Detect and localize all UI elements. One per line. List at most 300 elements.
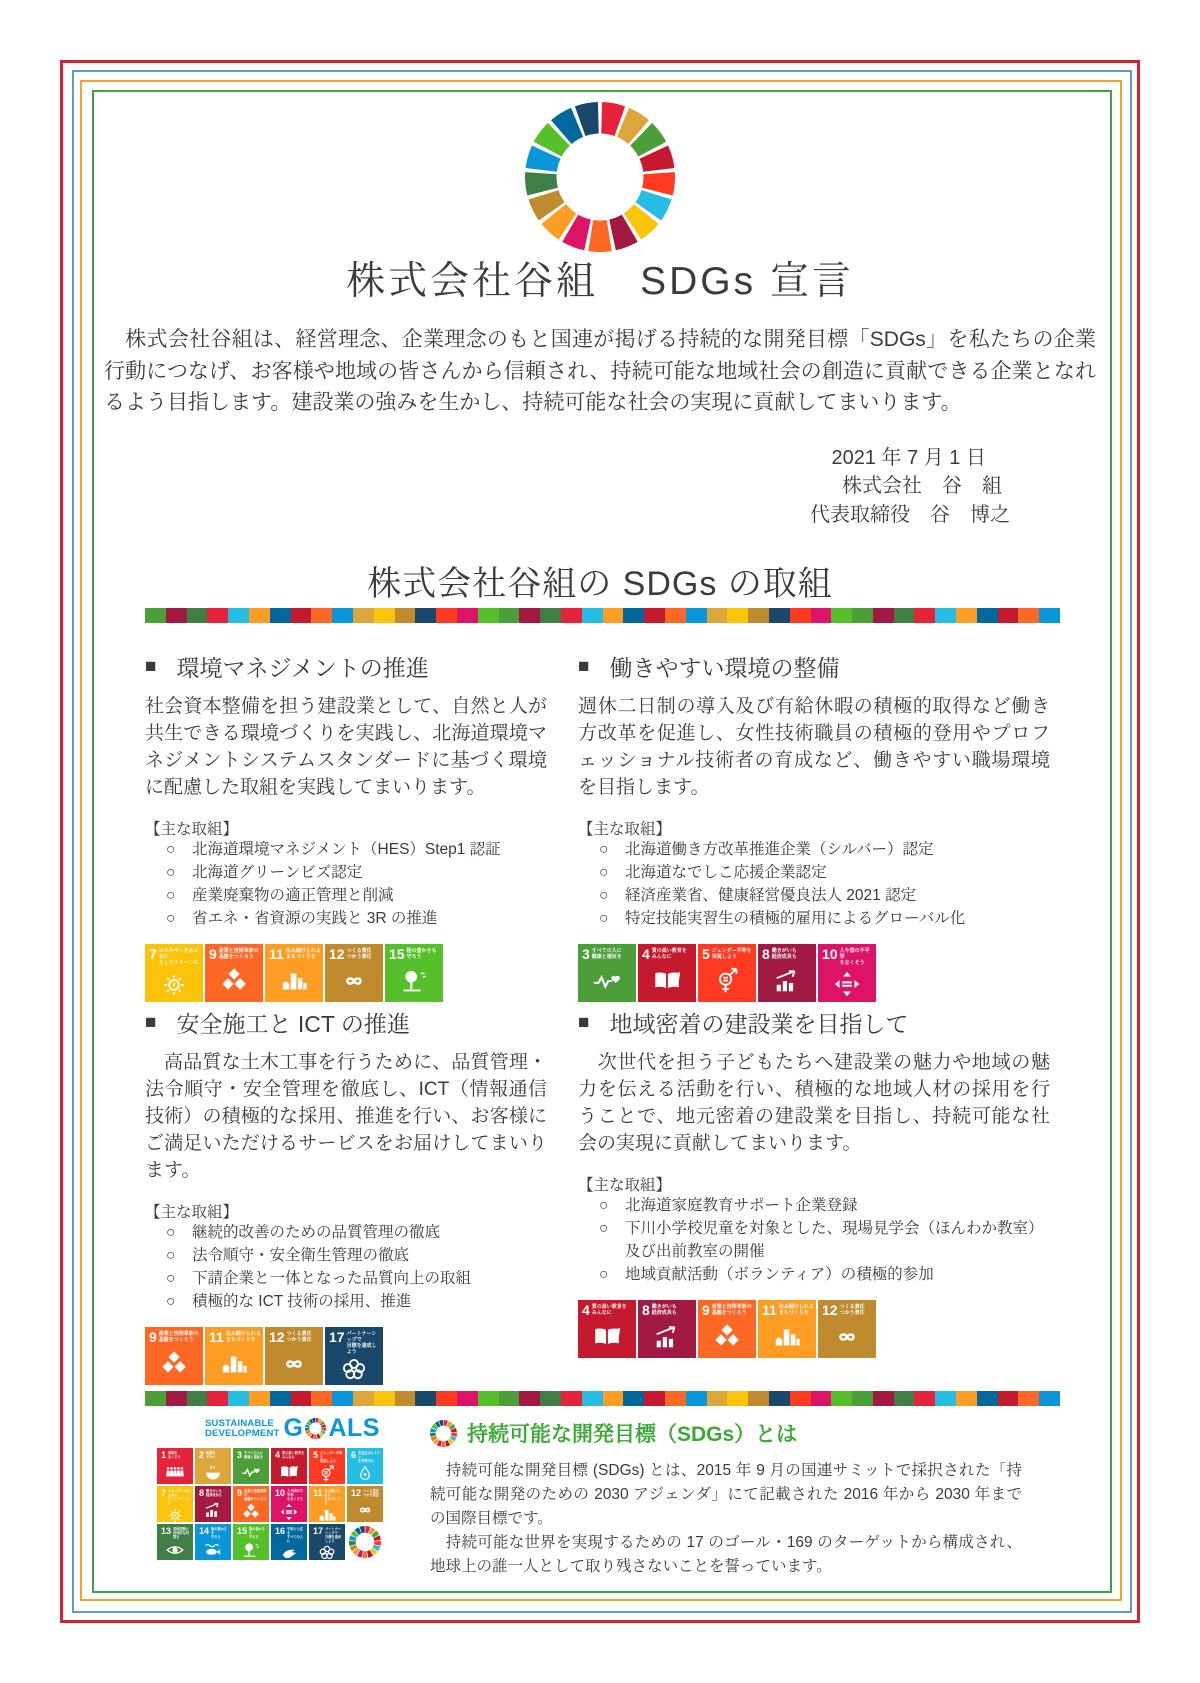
stripe-segment	[831, 1391, 852, 1406]
sdg-goal-tile-6	[347, 1448, 383, 1484]
circle-bullet-icon: ○	[599, 1196, 609, 1214]
sdg-goal-number: 11	[209, 1328, 224, 1345]
initiative-item-text: 産業廃棄物の適正管理と削減	[192, 886, 394, 904]
stripe-segment	[623, 1391, 644, 1406]
stripe-segment	[415, 1391, 436, 1406]
stripe-segment	[415, 608, 436, 623]
sdg-goal-tile-17	[325, 1327, 383, 1385]
stripe-segment	[561, 608, 582, 623]
eye-globe-icon	[157, 1540, 193, 1560]
circle-bullet-icon: ○	[599, 886, 609, 904]
initiatives-list	[578, 1195, 1050, 1287]
sdg-goal-label: 産業と技術革新の 基盤をつくろう	[158, 1330, 199, 1343]
tree-icon	[233, 1540, 269, 1560]
stripe-segment	[540, 608, 561, 623]
sdg-goal-number: 15	[389, 945, 405, 962]
stripe-segment	[956, 608, 977, 623]
sdg-goal-number: 11	[313, 1488, 323, 1498]
circle-bullet-icon: ○	[166, 1223, 176, 1241]
circle-bullet-icon: ○	[599, 1265, 609, 1283]
stripe-segment	[665, 1391, 686, 1406]
buildings-icon	[205, 1344, 263, 1385]
sdg-goal-label: つくる責任 つかう責任	[839, 1303, 865, 1316]
sdg-goals-row	[578, 1300, 1050, 1358]
sdg-goal-number: 3	[582, 945, 590, 962]
stripe-segment	[1018, 1391, 1039, 1406]
about-sdgs-title: 持続可能な開発目標（SDGs）とは	[467, 1423, 798, 1446]
section-title: 地域密着の建設業を目指して	[609, 1011, 909, 1037]
initiative-item-text: 下川小学校児童を対象とした、現場見学会（ほんわか教室）及び出前教室の開催	[625, 1219, 1044, 1260]
cubes-icon	[698, 1317, 756, 1358]
stripe-segment	[332, 608, 353, 623]
stripe-segment	[457, 1391, 478, 1406]
section-body: 週休二日制の導入及び有給休暇の積極的取得など働き方改革を促進し、女性技術職員の積極的登用やプロフェッショナル技術者の育成など、働きやすい職場環境を目指します。	[578, 696, 1050, 798]
initiative-item-text: 地域貢献活動（ボランティア）の積極的参加	[625, 1265, 934, 1283]
sdg-goal-tile-7	[157, 1486, 193, 1522]
sdg-goal-number: 7	[149, 945, 157, 962]
company-line: 株式会社 谷 組	[842, 475, 1002, 498]
stripe-segment	[873, 1391, 894, 1406]
stripe-segment	[145, 608, 166, 623]
initiative-item	[145, 1245, 547, 1268]
sdg-goal-number: 12	[351, 1488, 362, 1498]
initiatives-label: 【主な取組】	[578, 1176, 672, 1194]
initiative-item-text: 北海道家庭教育サポート企業登録	[625, 1196, 858, 1214]
stripe-segment	[852, 1391, 873, 1406]
stripe-segment	[707, 1391, 728, 1406]
buildings-icon	[309, 1505, 345, 1522]
stripe-segment	[395, 1391, 416, 1406]
sdg-goal-number: 10	[822, 945, 838, 962]
sdg-goal-tile-4	[271, 1448, 307, 1484]
stripe-segment	[977, 608, 998, 623]
sdg-goal-number: 9	[702, 1301, 710, 1318]
stripe-segment	[977, 1391, 998, 1406]
sdg-goal-tile-9	[205, 944, 263, 1002]
sdg-goals-row	[145, 1327, 547, 1385]
gender-equality-icon	[309, 1464, 345, 1484]
equality-arrows-icon	[271, 1502, 307, 1522]
initiatives-label: 【主な取組】	[145, 1203, 239, 1221]
initiative-item	[578, 1218, 1050, 1264]
sdg-goal-label: 気候変動に 具体的な対策を	[173, 1527, 189, 1539]
sdg-goal-label: 海の豊かさを 守ろう	[211, 1527, 227, 1539]
stripe-segment	[353, 608, 374, 623]
stripe-segment	[998, 608, 1019, 623]
stripe-segment	[332, 1391, 353, 1406]
stripe-segment	[686, 1391, 707, 1406]
initiative-item-text: 特定技能実習生の積極的雇用によるグローバル化	[625, 909, 966, 927]
gender-equality-icon	[698, 961, 756, 1002]
representative-line: 代表取締役 谷 博之	[810, 503, 1010, 526]
sdg-goal-tile-3	[233, 1448, 269, 1484]
buildings-icon	[265, 961, 323, 1002]
initiative-item	[578, 862, 1050, 885]
stripe-segment	[769, 608, 790, 623]
sdg-goal-number: 9	[209, 945, 217, 962]
about-sdgs-title-row	[430, 1418, 1022, 1448]
stripe-segment	[311, 1391, 332, 1406]
stripe-segment	[748, 608, 769, 623]
sdg-goal-label: 産業と技術革新の 基盤をつくろう	[711, 1303, 752, 1316]
stripe-segment	[998, 1391, 1019, 1406]
sdg-goal-number: 16	[275, 1526, 286, 1536]
sdg-wordmark	[205, 1414, 397, 1443]
sdg-goal-tile-3	[578, 944, 636, 1002]
black-square-icon: ■	[578, 1012, 590, 1033]
section-title-row	[145, 650, 547, 683]
circle-bullet-icon: ○	[599, 1219, 609, 1237]
sdg-goal-number: 8	[762, 945, 770, 962]
section-workstyle	[578, 650, 1050, 1002]
infinity-icon	[325, 961, 383, 1002]
initiative-item	[145, 885, 547, 908]
stripe-segment	[831, 608, 852, 623]
rainbow-stripe-top	[145, 608, 1060, 623]
sdg-goal-tile-13	[157, 1524, 193, 1560]
sdg-goal-number: 12	[269, 1328, 285, 1345]
stripe-segment	[873, 608, 894, 623]
stripe-segment	[436, 608, 457, 623]
sdg-goal-number: 14	[199, 1526, 210, 1536]
equality-arrows-icon	[818, 966, 876, 1002]
section-title: 環境マネジメントの推進	[176, 655, 429, 681]
section-environment	[145, 650, 547, 1002]
stripe-segment	[249, 1391, 270, 1406]
sdg-goal-label: つくる責任 つかう責任	[363, 1489, 379, 1497]
sdg-goal-tile-9	[145, 1327, 203, 1385]
stripe-segment	[582, 608, 603, 623]
initiative-item-text: 法令順守・安全衛生管理の徹底	[192, 1246, 410, 1264]
stripe-segment	[914, 1391, 935, 1406]
stripe-segment	[187, 1391, 208, 1406]
initiative-item-text: 積極的な ICT 技術の採用、推進	[192, 1292, 412, 1310]
sdg-goal-tile-4	[578, 1300, 636, 1358]
stripe-segment	[207, 1391, 228, 1406]
stripe-segment	[1039, 1391, 1060, 1406]
sdg-goal-tile-5	[309, 1448, 345, 1484]
sdg-goal-tile-8	[758, 944, 816, 1002]
sdg-wheel-mini	[347, 1524, 383, 1560]
sdg-goal-number: 13	[161, 1526, 172, 1536]
initiative-item	[145, 908, 547, 931]
section-body: 次世代を担う子どもたちへ建設業の魅力や地域の魅力を伝える活動を行い、積極的な地域人材の採用を行うことで、地元密着の建設業を目指し、持続可能な社会の実現に貢献してまいります。	[578, 1052, 1050, 1154]
section-title: 働きやすい環境の整備	[609, 655, 840, 681]
sdg-goal-label: 人や国の不平等 をなくそう	[287, 1489, 303, 1501]
initiatives-list	[145, 1222, 547, 1314]
sdg-goal-number: 8	[199, 1488, 205, 1498]
sdg-goal-label: パートナーシップで 目標を達成しよう	[346, 1330, 377, 1355]
stripe-segment	[603, 1391, 624, 1406]
stripe-segment	[623, 608, 644, 623]
buildings-icon	[758, 1317, 816, 1358]
black-square-icon: ■	[145, 1012, 157, 1033]
sdg-goals-grid	[157, 1448, 397, 1560]
black-square-icon: ■	[145, 656, 157, 677]
stripe-segment	[166, 608, 187, 623]
sdg-goal-tile-12	[265, 1327, 323, 1385]
stripe-segment	[499, 608, 520, 623]
stripe-segment	[374, 608, 395, 623]
stripe-segment	[228, 1391, 249, 1406]
sdg-goal-number: 17	[329, 1328, 345, 1345]
infinity-icon	[347, 1498, 383, 1522]
section-title: 安全施工と ICT の推進	[176, 1011, 410, 1037]
initiative-item-text: 下請企業と一体となった品質向上の取組	[192, 1269, 472, 1287]
intro-paragraph: 株式会社谷組は、経営理念、企業理念のもと国連が掲げる持続的な開発目標「SDGs」を私たちの企業行動につなげ、お客様や地域の皆さんから信頼され、持続可能な地域社会の創造に貢献できる企業となれるよう目指します。建設業の強みを生かし、持続可能な社会の実現に貢献してまいります。	[104, 328, 1096, 414]
initiative-item-text: 経済産業省、健康経営優良法人 2021 認定	[625, 886, 917, 904]
sdg-goal-label: 陸の豊かさも 守ろう	[406, 947, 437, 960]
sdg-goal-tile-12	[818, 1300, 876, 1358]
sdg-goal-number: 10	[275, 1488, 286, 1498]
growth-chart-icon	[758, 961, 816, 1002]
initiative-item	[578, 908, 1050, 931]
sdg-goal-tile-9	[698, 1300, 756, 1358]
initiatives-label: 【主な取組】	[145, 820, 239, 838]
sdg-goal-number: 11	[269, 945, 284, 962]
sdg-goal-tile-8	[638, 1300, 696, 1358]
sdg-goal-tile-10	[818, 944, 876, 1002]
initiative-item	[578, 1195, 1050, 1218]
stripe-segment	[727, 1391, 748, 1406]
cubes-icon	[233, 1502, 269, 1522]
sdg-goal-number: 4	[642, 945, 650, 962]
stripe-segment	[644, 1391, 665, 1406]
sdg-goal-label: 陸の豊かさも 守ろう	[249, 1527, 265, 1539]
sdg-goal-tile-14	[195, 1524, 231, 1560]
sdg-goal-tile-17	[309, 1524, 345, 1560]
initiative-item	[578, 885, 1050, 908]
heartbeat-heart-icon	[233, 1460, 269, 1484]
stripe-segment	[353, 1391, 374, 1406]
initiative-item	[145, 1222, 547, 1245]
infinity-icon	[818, 1317, 876, 1358]
stripe-segment	[914, 608, 935, 623]
stripe-segment	[935, 1391, 956, 1406]
rainbow-stripe-bottom	[145, 1391, 1060, 1406]
sun-energy-icon	[157, 1505, 193, 1522]
stripe-segment	[145, 1391, 166, 1406]
sdg-goal-number: 5	[313, 1450, 319, 1460]
initiative-item	[145, 839, 547, 862]
sdg-goal-tile-16	[271, 1524, 307, 1560]
black-square-icon: ■	[578, 656, 590, 677]
sdg-goal-label: ジェンダー平等を 実現しよう	[320, 1451, 343, 1463]
sdg-goal-tile-7	[145, 944, 203, 1002]
initiative-item-text: 北海道グリーンビズ認定	[192, 863, 363, 881]
sdg-goal-label: 平和と公正を すべての人に	[287, 1527, 303, 1543]
sun-energy-icon	[145, 966, 203, 1002]
initiatives-list	[145, 839, 547, 931]
initiatives-heading: 株式会社谷組の SDGs の取組	[367, 565, 833, 603]
stripe-segment	[187, 608, 208, 623]
stripe-segment	[540, 1391, 561, 1406]
water-drop-icon	[347, 1464, 383, 1484]
sdg-goal-number: 12	[822, 1301, 838, 1318]
sdg-wheel-small-icon	[430, 1420, 457, 1447]
circle-bullet-icon: ○	[599, 909, 609, 927]
wordmark-letters: ALS	[328, 1414, 380, 1442]
stripe-segment	[1039, 608, 1060, 623]
sdg-goal-tile-11	[309, 1486, 345, 1522]
stripe-segment	[811, 1391, 832, 1406]
stripe-segment	[228, 608, 249, 623]
sdg-goal-label: エネルギーをみんなに そしてクリーンに	[158, 947, 199, 966]
sdg-goal-number: 5	[702, 945, 710, 962]
stripe-segment	[686, 608, 707, 623]
infinity-icon	[265, 1344, 323, 1385]
sdg-goal-label: 住み続けられる まちづくりを	[285, 947, 321, 960]
sdg-wheel-o-icon	[305, 1418, 326, 1439]
initiative-item-text: 北海道なでしこ応援企業認定	[625, 863, 827, 881]
stripe-segment	[603, 608, 624, 623]
open-book-icon	[578, 1317, 636, 1358]
stripe-segment	[207, 608, 228, 623]
logo-line-1: SUSTAINABLE	[205, 1417, 275, 1429]
section-body: 高品質な土木工事を行うために、品質管理・法令順守・安全管理を徹底し、ICT（情報通信技術）の積極的な採用、推進を行い、お客様にご満足いただけるサービスをお届けしてまいります。	[145, 1052, 547, 1181]
stripe-segment	[457, 608, 478, 623]
sdg-goal-number: 4	[275, 1450, 281, 1460]
stripe-segment	[707, 608, 728, 623]
sdg-goal-label: 住み続けられる まちづくりを	[778, 1303, 814, 1316]
sdg-goal-number: 1	[161, 1450, 167, 1460]
stripe-segment	[1018, 608, 1039, 623]
wordmark-letter: G	[283, 1414, 304, 1442]
section-body: 社会資本整備を担う建設業として、自然と人が共生できる環境づくりを実践し、北海道環境マネジメントシステムスタンダードに基づく環境に配慮した取組を実践してまいります。	[145, 696, 547, 798]
stripe-segment	[582, 1391, 603, 1406]
open-book-icon	[271, 1460, 307, 1484]
circle-bullet-icon: ○	[599, 863, 609, 881]
sdg-goal-label: すべての人に 健康と福祉を	[591, 947, 622, 960]
stripe-segment	[811, 608, 832, 623]
goals-wordmark	[284, 1414, 380, 1443]
sdg-goal-label: 質の高い教育を みんなに	[651, 947, 687, 960]
page-title: 株式会社谷組 SDGs 宣言	[346, 260, 854, 303]
signature-block	[810, 444, 1010, 529]
sdg-goal-number: 15	[237, 1526, 248, 1536]
stripe-segment	[769, 1391, 790, 1406]
sdg-goal-tile-11	[205, 1327, 263, 1385]
sdg-goal-tile-5	[698, 944, 756, 1002]
circle-bullet-icon: ○	[166, 909, 176, 927]
section-community	[578, 1006, 1050, 1358]
logo-line-2: DEVELOPMENT	[205, 1427, 280, 1439]
stripe-segment	[395, 608, 416, 623]
heartbeat-heart-icon	[578, 961, 636, 1002]
circle-bullet-icon: ○	[166, 840, 176, 858]
sdg-goal-number: 4	[582, 1301, 590, 1318]
section-title-row	[578, 1006, 1050, 1039]
stripe-segment	[311, 608, 332, 623]
sdg-goal-tile-9	[233, 1486, 269, 1522]
sdg-goal-label: 人や国の不平等 をなくそう	[839, 947, 870, 966]
sdg-goal-label: ジェンダー平等を 実現しよう	[711, 947, 752, 960]
sdg-goal-tile-15	[385, 944, 443, 1002]
stripe-segment	[436, 1391, 457, 1406]
people-icon	[157, 1460, 193, 1484]
stripe-segment	[748, 1391, 769, 1406]
initiative-item	[578, 1264, 1050, 1287]
sdg-goals-row	[578, 944, 1050, 1002]
bowl-icon	[195, 1460, 231, 1484]
stripe-segment	[935, 608, 956, 623]
sdg-goal-tile-15	[233, 1524, 269, 1560]
stripe-segment	[270, 1391, 291, 1406]
sdg-goal-label: 産業と技術革新の 基盤をつくろう	[244, 1489, 267, 1501]
sdg-goal-label: パートナーシップで 目標を達成しよう	[325, 1527, 341, 1543]
sdg-goal-label: つくる責任 つかう責任	[286, 1330, 312, 1343]
sdg-goal-label: 産業と技術革新の 基盤をつくろう	[218, 947, 259, 960]
initiative-item	[578, 839, 1050, 862]
stripe-segment	[499, 1391, 520, 1406]
stripe-segment	[291, 1391, 312, 1406]
sdg-goal-label: 住み続けられる まちづくりを	[225, 1330, 261, 1343]
sdg-goal-label: エネルギーをみんなに そしてクリーンに	[168, 1489, 191, 1505]
sdg-goal-label: 質の高い教育を みんなに	[282, 1451, 305, 1459]
about-paragraph-1: 持続可能な開発目標 (SDGs) とは、2015 年 9 月の国連サミットで採択された「持続可能な開発のための 2030 アジェンダ」にて記載された 2016 年から 2030 年までの国際目標です。	[430, 1462, 1022, 1528]
sdg-goal-number: 11	[762, 1301, 777, 1318]
rings-icon	[325, 1355, 383, 1385]
sdg-goal-tile-2	[195, 1448, 231, 1484]
circle-bullet-icon: ○	[166, 1292, 176, 1310]
tree-icon	[385, 961, 443, 1002]
initiative-item-text: 継続的改善のための品質管理の徹底	[192, 1223, 441, 1241]
sdg-goal-number: 3	[237, 1450, 243, 1460]
sdg-goal-tile-11	[265, 944, 323, 1002]
sdg-logo-block	[157, 1414, 397, 1560]
stripe-segment	[894, 1391, 915, 1406]
circle-bullet-icon: ○	[166, 1246, 176, 1264]
stripe-segment	[790, 1391, 811, 1406]
initiatives-list	[578, 839, 1050, 931]
stripe-segment	[956, 1391, 977, 1406]
sdg-goal-label: 質の高い教育を みんなに	[591, 1303, 627, 1316]
stripe-segment	[519, 608, 540, 623]
sdg-goal-tile-8	[195, 1486, 231, 1522]
section-safety-ict	[145, 1006, 547, 1385]
fish-icon	[195, 1540, 231, 1560]
sdg-goal-label: 貧困を なくそう	[168, 1451, 181, 1459]
stripe-segment	[519, 1391, 540, 1406]
circle-bullet-icon: ○	[166, 886, 176, 904]
sdg-goal-number: 9	[149, 1328, 157, 1345]
initiative-item-text: 北海道環境マネジメント（HES）Step1 認証	[192, 840, 501, 858]
sdg-goal-tile-4	[638, 944, 696, 1002]
stripe-segment	[561, 1391, 582, 1406]
sdg-goal-label: すべての人に 健康と福祉を	[244, 1451, 264, 1459]
growth-chart-icon	[638, 1317, 696, 1358]
initiative-item	[145, 862, 547, 885]
initiative-item-text: 北海道働き方改革推進企業（シルバー）認定	[625, 840, 934, 858]
about-sdgs-block	[430, 1418, 1022, 1579]
sdg-goal-number: 17	[313, 1526, 324, 1536]
rings-icon	[309, 1543, 345, 1560]
section-title-row	[578, 650, 1050, 683]
sdg-goal-label: つくる責任 つかう責任	[346, 947, 372, 960]
section-title-row	[145, 1006, 547, 1039]
circle-bullet-icon: ○	[166, 1269, 176, 1287]
stripe-segment	[270, 608, 291, 623]
stripe-segment	[790, 608, 811, 623]
initiatives-label: 【主な取組】	[578, 820, 672, 838]
sdg-goal-label: 住み続けられる まちづくりを	[324, 1489, 341, 1505]
sdg-goal-tile-10	[271, 1486, 307, 1522]
sdg-goal-number: 7	[161, 1488, 167, 1498]
circle-bullet-icon: ○	[599, 840, 609, 858]
sdg-goal-tile-1	[157, 1448, 193, 1484]
sdg-wheel-logo	[0, 102, 1200, 252]
initiative-item-text: 省エネ・省資源の実践と 3R の推進	[192, 909, 438, 927]
